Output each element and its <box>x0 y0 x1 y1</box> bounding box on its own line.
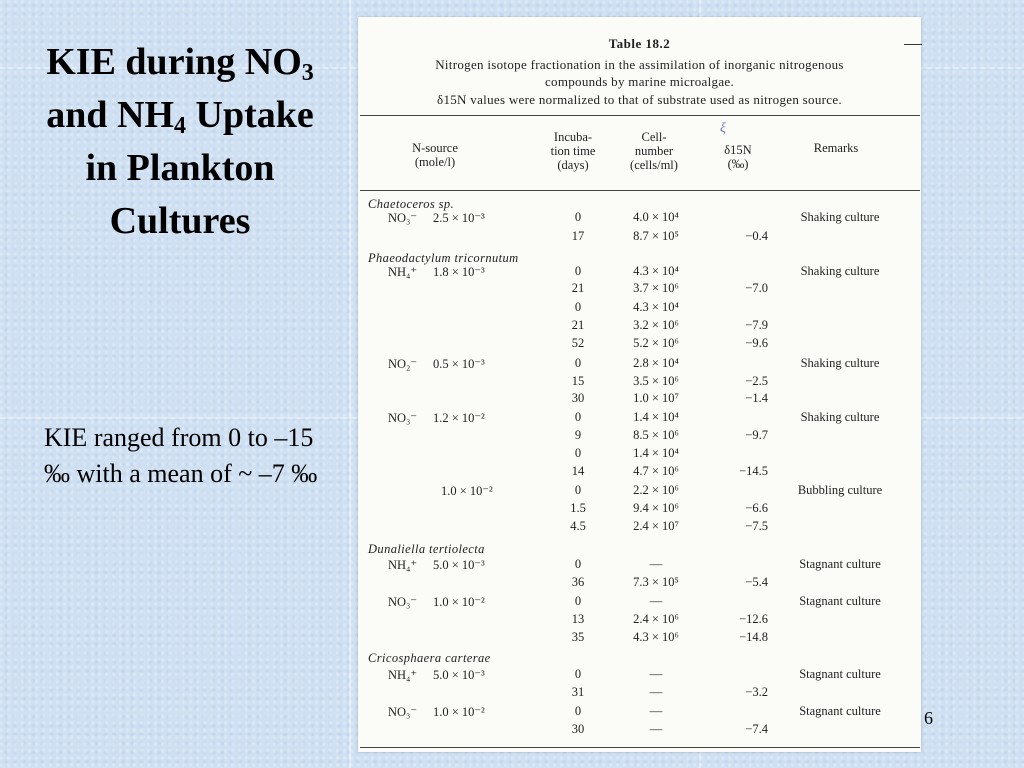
table-cell-cell-number: 4.7 × 10⁶ <box>633 464 679 478</box>
table-cell-source: NH₄⁺ <box>388 668 418 682</box>
table-cell-cell-number: — <box>649 704 663 718</box>
table-cell-incubation-time: 14 <box>571 464 585 478</box>
title-line-2-tail: Uptake <box>186 94 314 136</box>
table-cell-remark: Shaking culture <box>800 356 880 370</box>
table-cell-cell-number: 2.4 × 10⁶ <box>633 612 679 626</box>
table-cell-concentration: 1.2 × 10⁻² <box>433 411 485 425</box>
table-cell-cell-number: 4.3 × 10⁶ <box>633 630 679 644</box>
table-cell-delta-n15: −9.6 <box>745 336 768 350</box>
title-subscript-4: 4 <box>174 113 187 139</box>
slide-title <box>10 36 350 248</box>
header-delta-line-2: (‰) <box>727 157 749 171</box>
header-n-source-line-2: (mole/l) <box>414 155 456 169</box>
table-cell-cell-number: 8.7 × 10⁵ <box>633 229 679 243</box>
header-delta-n15 <box>708 143 768 171</box>
header-cell-line-1: Cell- <box>641 130 667 144</box>
table-cell-cell-number: 4.0 × 10⁴ <box>633 210 679 224</box>
table-cell-cell-number: 1.4 × 10⁴ <box>633 410 679 424</box>
table-cell-concentration: 1.0 × 10⁻² <box>441 484 493 498</box>
header-remarks <box>786 141 886 155</box>
table-cell-source: NO₃⁻ <box>388 595 418 609</box>
table-cell-incubation-time: 0 <box>574 483 582 497</box>
table-cell-incubation-time: 0 <box>574 300 582 314</box>
table-cell-concentration: 1.0 × 10⁻² <box>433 595 485 609</box>
table-cell-cell-number: — <box>649 685 663 699</box>
table-cell-cell-number: 1.0 × 10⁷ <box>633 391 679 405</box>
kie-summary-text: KIE ranged from 0 to –15 ‰ with a mean of ~ –7 ‰ <box>44 423 318 488</box>
table-cell-incubation-time: 30 <box>571 391 585 405</box>
table-cell-cell-number: — <box>649 594 663 608</box>
table-cell-incubation-time: 9 <box>574 428 582 442</box>
table-cell-incubation-time: 52 <box>571 336 585 350</box>
table-cell-delta-n15: −7.4 <box>745 722 768 736</box>
table-cell-delta-n15: −7.0 <box>745 281 768 295</box>
species-label: Chaetoceros sp. <box>368 197 455 211</box>
table-cell-cell-number: 5.2 × 10⁶ <box>633 336 679 350</box>
table-cell-delta-n15: −2.5 <box>745 374 768 388</box>
table-cell-concentration: 0.5 × 10⁻³ <box>433 357 485 371</box>
table-cell-cell-number: 3.5 × 10⁶ <box>633 374 679 388</box>
table-cell-cell-number: 1.4 × 10⁴ <box>633 446 679 460</box>
table-cell-delta-n15: −9.7 <box>745 428 768 442</box>
table-cell-remark: Shaking culture <box>800 264 880 278</box>
table-cell-cell-number: 4.3 × 10⁴ <box>633 264 679 278</box>
table-cell-delta-n15: −14.5 <box>739 464 768 478</box>
table-cell-cell-number: — <box>649 557 663 571</box>
table-cell-delta-n15: −5.4 <box>745 575 768 589</box>
table-cell-cell-number: 2.4 × 10⁷ <box>633 519 679 533</box>
species-label: Phaeodactylum tricornutum <box>368 251 519 265</box>
page-number: 6 <box>924 708 933 728</box>
header-n-source <box>380 141 490 169</box>
table-cell-incubation-time: 0 <box>574 594 582 608</box>
table-cell-incubation-time: 0 <box>574 264 582 278</box>
table-cell-cell-number: 4.3 × 10⁴ <box>633 300 679 314</box>
table-cell-incubation-time: 0 <box>574 410 582 424</box>
table-cell-source: NO₃⁻ <box>388 411 418 425</box>
table-cell-concentration: 1.0 × 10⁻² <box>433 705 485 719</box>
table-cell-cell-number: 2.2 × 10⁶ <box>633 483 679 497</box>
table-caption-line-2: compounds by marine microalgae. <box>544 74 735 89</box>
header-cell-line-2: number <box>634 144 674 158</box>
table-cell-delta-n15: −3.2 <box>745 685 768 699</box>
table-number: Table 18.2 <box>608 36 671 51</box>
table-top-rule <box>360 115 920 116</box>
table-cell-delta-n15: −12.6 <box>739 612 768 626</box>
table-cell-incubation-time: 0 <box>574 667 582 681</box>
species-label: Cricosphaera carterae <box>368 651 491 665</box>
table-cell-delta-n15: −0.4 <box>745 229 768 243</box>
table-cell-source: NO₂⁻ <box>388 357 418 371</box>
table-cell-delta-n15: −7.5 <box>745 519 768 533</box>
table-cell-incubation-time: 0 <box>574 210 582 224</box>
table-cell-source: NH₄⁺ <box>388 265 418 279</box>
table-cell-cell-number: 2.8 × 10⁴ <box>633 356 679 370</box>
table-cell-cell-number: — <box>649 722 663 736</box>
table-cell-concentration: 5.0 × 10⁻³ <box>433 668 485 682</box>
table-cell-remark: Bubbling culture <box>797 483 883 497</box>
header-remarks-line-1: Remarks <box>813 141 859 155</box>
table-cell-cell-number: 3.2 × 10⁶ <box>633 318 679 332</box>
header-incubation-line-1: Incuba- <box>553 130 593 144</box>
table-cell-incubation-time: 36 <box>571 575 585 589</box>
table-cell-cell-number: 9.4 × 10⁶ <box>633 501 679 515</box>
header-incubation-time <box>538 130 608 172</box>
table-cell-remark: Shaking culture <box>800 210 880 224</box>
table-cell-incubation-time: 21 <box>571 281 585 295</box>
header-cell-line-3: (cells/ml) <box>630 158 678 172</box>
table-cell-incubation-time: 30 <box>571 722 585 736</box>
table-cell-delta-n15: −14.8 <box>739 630 768 644</box>
table-cell-remark: Stagnant culture <box>799 557 881 571</box>
table-cell-remark: Shaking culture <box>800 410 880 424</box>
table-cell-incubation-time: 0 <box>574 356 582 370</box>
header-cell-number <box>614 130 694 172</box>
title-line-2: and NH <box>46 94 175 136</box>
table-cell-incubation-time: 17 <box>571 229 585 243</box>
table-cell-concentration: 1.8 × 10⁻³ <box>433 265 485 279</box>
table-caption-line-3: δ15N values were normalized to that of substrate used as nitrogen source. <box>437 92 842 107</box>
table-caption-line-1: Nitrogen isotope fractionation in the assimilation of inorganic nitrogenous <box>435 57 844 72</box>
table-cell-cell-number: 7.3 × 10⁵ <box>633 575 679 589</box>
table-cell-delta-n15: −1.4 <box>745 391 768 405</box>
table-cell-source: NO₃⁻ <box>388 705 418 719</box>
table-cell-delta-n15: −6.6 <box>745 501 768 515</box>
table-bottom-rule <box>360 747 920 748</box>
table-header-rule <box>360 190 920 191</box>
title-subscript-3: 3 <box>301 60 314 86</box>
species-label: Dunaliella tertiolecta <box>368 542 485 556</box>
table-cell-cell-number: 8.5 × 10⁶ <box>633 428 679 442</box>
header-incubation-line-2: tion time <box>550 144 596 158</box>
table-cell-incubation-time: 0 <box>574 557 582 571</box>
table-cell-source: NH₄⁺ <box>388 558 418 572</box>
table-cell-source: NO₃⁻ <box>388 211 418 225</box>
table-cell-incubation-time: 35 <box>571 630 585 644</box>
table-cell-concentration: 2.5 × 10⁻³ <box>433 211 485 225</box>
table-cell-cell-number: — <box>649 667 663 681</box>
table-cell-incubation-time: 1.5 <box>570 501 586 515</box>
table-cell-incubation-time: 15 <box>571 374 585 388</box>
table-cell-incubation-time: 21 <box>571 318 585 332</box>
title-line-1: KIE during NO <box>46 41 302 83</box>
table-cell-incubation-time: 0 <box>574 704 582 718</box>
title-line-4: Cultures <box>109 200 251 242</box>
scanned-table-image <box>358 17 921 752</box>
header-n-source-line-1: N-source <box>412 141 458 155</box>
table-cell-incubation-time: 31 <box>571 685 585 699</box>
header-delta-line-1: δ15N <box>724 143 752 157</box>
title-line-3: in Plankton <box>85 147 275 189</box>
table-cell-remark: Stagnant culture <box>799 667 881 681</box>
table-cell-incubation-time: 0 <box>574 446 582 460</box>
table-cell-incubation-time: 4.5 <box>570 519 586 533</box>
table-cell-delta-n15: −7.9 <box>745 318 768 332</box>
table-cell-remark: Stagnant culture <box>799 594 881 608</box>
table-cell-cell-number: 3.7 × 10⁶ <box>633 281 679 295</box>
table-cell-remark: Stagnant culture <box>799 704 881 718</box>
table-cell-incubation-time: 13 <box>571 612 585 626</box>
handwritten-epsilon-mark: ξ <box>720 121 726 136</box>
table-cell-concentration: 5.0 × 10⁻³ <box>433 558 485 572</box>
header-incubation-line-3: (days) <box>557 158 589 172</box>
